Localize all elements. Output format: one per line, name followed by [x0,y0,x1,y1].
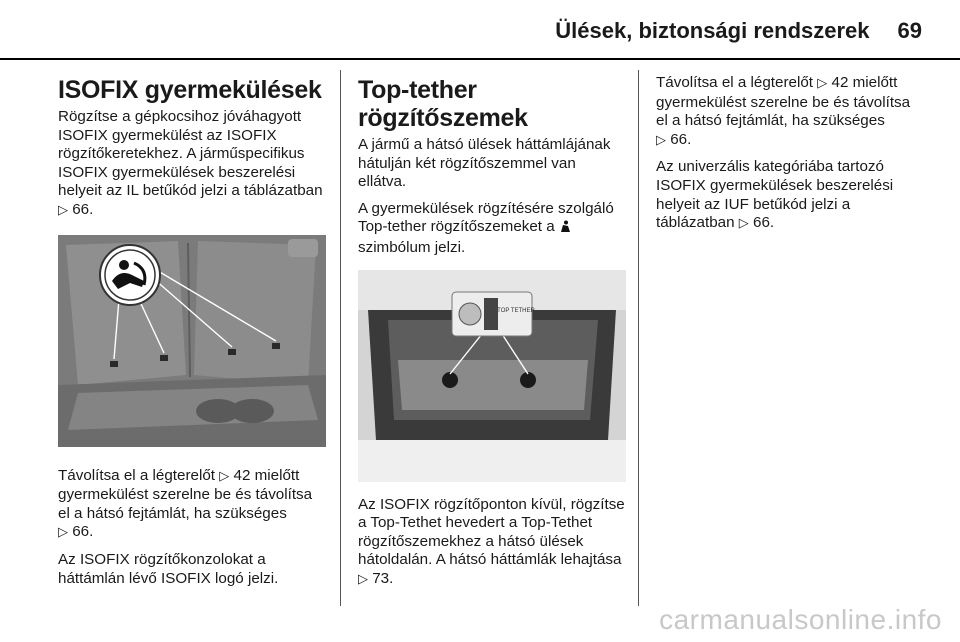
top-tether-label: TOP TETHER [497,307,535,314]
section-heading-isofix: ISOFIX gyermekülések [58,76,322,104]
reference-arrow-icon: ▷ [656,132,666,148]
paragraph: A jármű a hátsó ülések háttámlájának hátulján két rögzítőszemmel van ellátva. [358,136,611,191]
page-header [555,18,922,44]
page-reference[interactable]: 42 [233,466,251,484]
paragraph: A gyermekülések rögzítésére szolgáló Top-tether rögzítőszemeket a szimbólum jelzi. [358,199,614,256]
page-title: Ülések, biztonsági rendszerek [555,18,870,43]
page-reference[interactable]: 73. [372,569,394,587]
paragraph: Az ISOFIX rögzítőponton kívül, rögzítse a Top-Tethet hevedert a Top-Tethet rögzítőszemekhez a hátsó ülések hátoldalán. A hátsó háttámlák lehajtása ▷ 73. [358,495,625,587]
column-3 [656,74,924,242]
isofix-seat-figure [58,235,326,447]
page-reference[interactable]: 66. [72,200,94,218]
reference-arrow-icon: ▷ [738,216,749,232]
page-reference[interactable]: 42 [831,74,849,91]
top-tether-figure [358,270,626,482]
paragraph: Távolítsa el a légterelőt ▷ 42 mielőtt gyermekülést szerelne be és távolítsa el a hátsó fejtámlát, ha szükséges ▷ 66. [58,466,313,541]
reference-arrow-icon: ▷ [358,571,368,587]
paragraph: Az univerzális kategóriába tartozó ISOFIX gyermekülések beszerelési helyeit az IUF betűkód jelzi a táblázatban ▷ 66. [656,158,894,232]
page-number: 69 [897,18,922,43]
page-reference[interactable]: 66. [753,214,775,232]
header-rule [0,58,960,60]
top-tether-illustration [358,270,626,482]
page-reference[interactable]: 66. [670,130,692,148]
top-tether-symbol-icon [559,220,571,239]
watermark: carmanualsonline.info [659,604,942,635]
column-divider [638,70,639,606]
page-reference[interactable]: 66. [72,523,94,541]
column-divider [340,70,341,606]
paragraph: Távolítsa el a légterelőt ▷ 42 mielőtt gyermekülést szerelne be és távolítsa el a hátsó fejtámlát, ha szükséges ▷ 66. [656,74,911,148]
reference-arrow-icon: ▷ [219,468,230,484]
column-2 [358,76,626,598]
reference-arrow-icon: ▷ [817,76,828,91]
section-heading-top-tether: Top-tether rögzítőszemek [358,76,528,132]
paragraph: Az ISOFIX rögzítőkonzolokat a háttámlán lévő ISOFIX logó jelzi. [58,550,279,587]
column-1 [58,76,326,596]
reference-arrow-icon: ▷ [58,202,68,218]
reference-arrow-icon: ▷ [58,525,68,541]
paragraph: Rögzítse a gépkocsihoz jóváhagyott ISOFIX gyermekülést az ISOFIX rögzítőkeretekhez. A járműspecifikus ISOFIX gyermekülések beszerelési helyeit az IL betűkód jelzi a táblázatban ▷ 66. [58,108,323,218]
isofix-seat-illustration [58,235,326,447]
